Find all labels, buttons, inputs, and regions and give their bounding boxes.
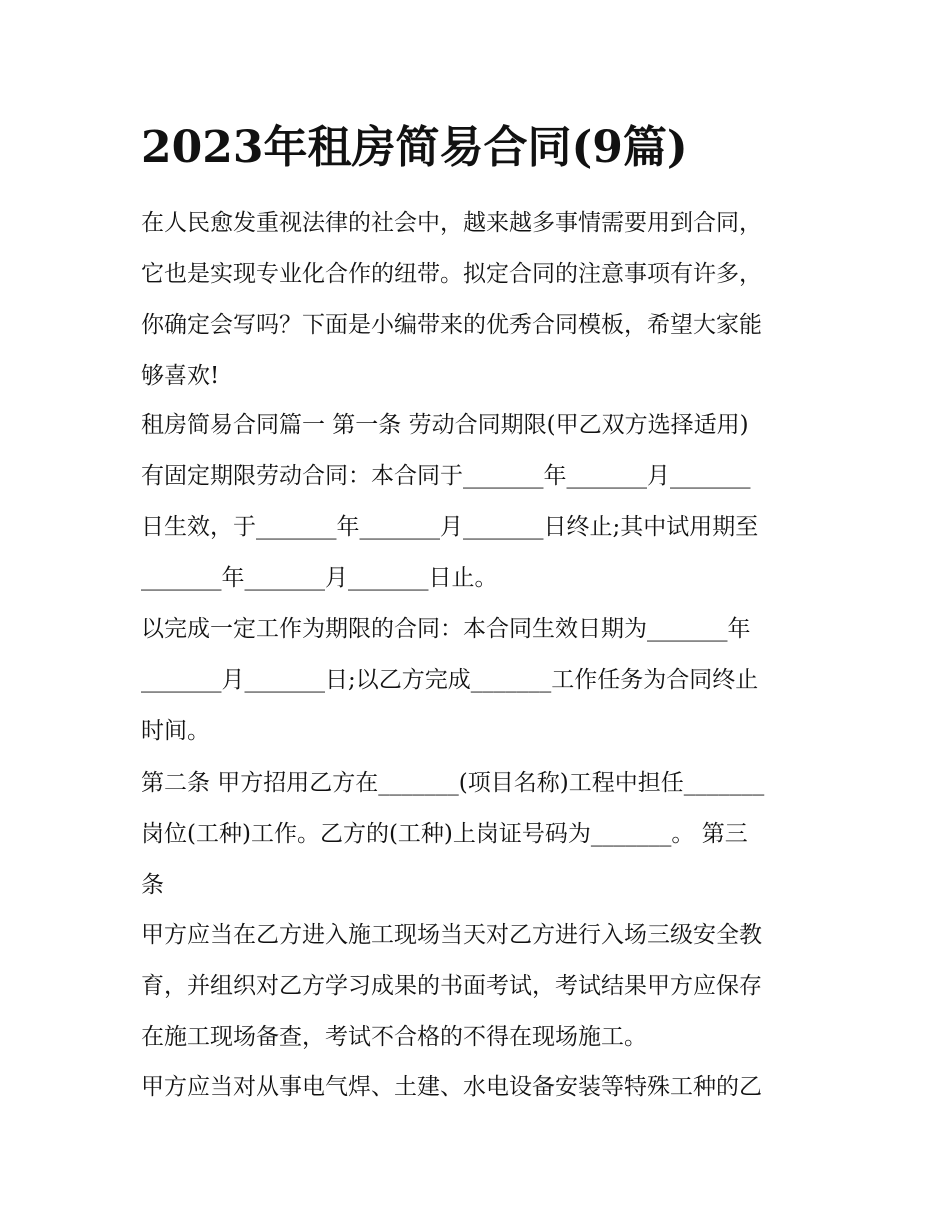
text-line: 租房简易合同篇一 第一条 劳动合同期限(甲乙双方选择适用) <box>141 412 749 438</box>
text-line: 甲方应当在乙方进入施工现场当天对乙方进行入场三级安全教 <box>141 922 762 948</box>
text-line: 在施工现场备查，考试不合格的不得在现场施工。 <box>141 1024 647 1050</box>
text-line: 育，并组织对乙方学习成果的书面考试，考试结果甲方应保存 <box>141 973 762 999</box>
text-line: 你确定会写吗？下面是小编带来的优秀合同模板，希望大家能 <box>141 312 762 338</box>
text-line: 有固定期限劳动合同：本合同于_______年_______月_______ <box>141 463 751 489</box>
text-line: 日生效，于_______年_______月_______日终止;其中试用期至 <box>141 514 759 540</box>
text-line: 它也是实现专业化合作的纽带。拟定合同的注意事项有许多， <box>141 261 762 287</box>
text-line: 第二条 甲方招用乙方在_______(项目名称)工程中担任_______ <box>141 770 765 796</box>
paragraph-fixed-term <box>141 451 813 604</box>
text-line: 条 <box>141 872 164 898</box>
paragraph-article-2 <box>141 758 813 911</box>
text-line: 在人民愈发重视法律的社会中，越来越多事情需要用到合同， <box>141 210 762 236</box>
paragraph-task-term <box>141 604 813 757</box>
paragraph-article-1 <box>141 400 813 451</box>
text-line: _______月_______日;以乙方完成_______工作任务为合同终止 <box>141 667 759 693</box>
paragraph-intro <box>141 198 813 402</box>
text-line: 时间。 <box>141 718 210 744</box>
text-line: 以完成一定工作为期限的合同：本合同生效日期为_______年 <box>141 616 751 642</box>
paragraph-special-trades <box>141 1062 813 1113</box>
document-title: 2023年租房简易合同(9篇) <box>141 122 688 173</box>
text-line: _______年_______月_______日止。 <box>141 565 498 591</box>
text-line: 甲方应当对从事电气焊、土建、水电设备安装等特殊工种的乙 <box>141 1074 762 1100</box>
text-line: 岗位(工种)工作。乙方的(工种)上岗证号码为_______。 第三 <box>141 821 748 847</box>
text-line: 够喜欢! <box>141 363 220 389</box>
paragraph-safety-education <box>141 910 813 1063</box>
